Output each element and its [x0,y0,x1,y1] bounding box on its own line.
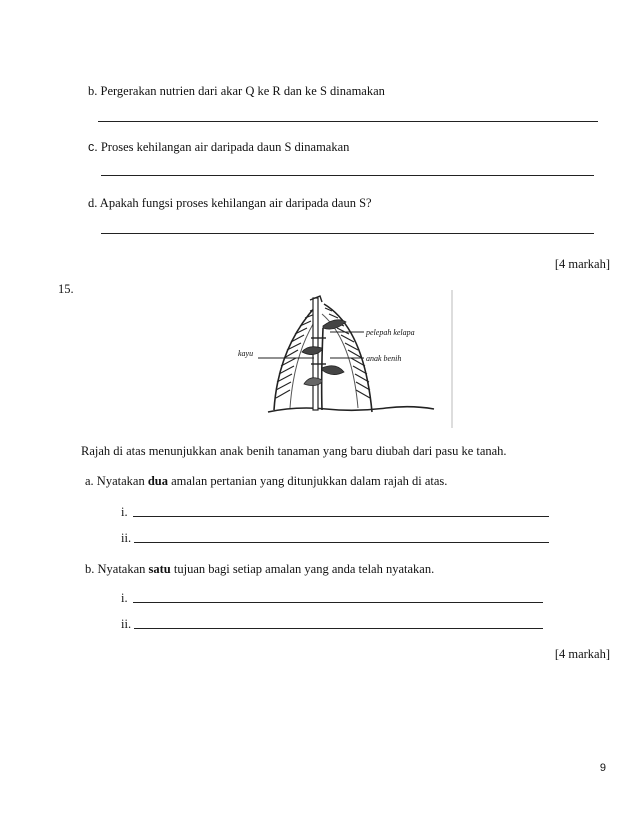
q15a-question [85,474,447,489]
q14c-question [88,140,349,155]
q15b-i-label: i. [121,591,128,605]
seedling-leaf [304,378,322,386]
answer-line-q15a-i[interactable] [133,516,549,517]
q15a-bold: dua [147,474,168,488]
q15b-prefix: b. Nyatakan [85,562,149,576]
q15b-question [85,562,434,577]
q15a-i-label: i. [121,505,128,519]
q15-number: 15. [58,282,74,296]
label-kayu: kayu [238,349,254,358]
q14-marks: [4 markah] [554,257,610,271]
seedling-leaf [323,320,346,329]
q15a-ii-label: ii. [121,531,132,545]
q14b-text: b. Pergerakan nutrien dari akar Q ke R dan ke S dinamakan [88,84,385,98]
seedling-figure [236,288,464,428]
q15a-suffix: amalan pertanian yang ditunjukkan dalam rajah di atas. [167,474,448,488]
q14d-text: d. Apakah fungsi proses kehilangan air daripada daun S? [88,196,372,210]
page-number: 9 [599,762,606,774]
answer-line-q15b-ii[interactable] [134,628,543,629]
q15b-suffix: tujuan bagi setiap amalan yang anda telah nyatakan. [170,562,435,576]
q14c-text: Proses kehilangan air daripada daun S dinamakan [100,140,350,154]
seedling-leaf [302,347,322,355]
q15-marks: [4 markah] [554,647,610,661]
answer-line-q15a-ii[interactable] [134,542,549,543]
answer-line-q14d[interactable] [101,233,594,234]
ground-line [268,407,434,412]
q14c-label: c. [88,140,98,154]
answer-line-q14c[interactable] [101,175,594,176]
answer-line-q14b[interactable] [98,121,598,122]
label-anak-benih: anak benih [366,354,402,363]
answer-line-q15b-i[interactable] [133,602,543,603]
label-pelepah-kelapa: pelepah kelapa [366,328,415,337]
q15-intro: Rajah di atas menunjukkan anak benih tanaman yang baru diubah dari pasu ke tanah. [81,444,507,458]
seedling-leaf [322,366,344,375]
q15b-bold: satu [148,562,171,576]
q15b-ii-label: ii. [121,617,132,631]
q15a-prefix: a. Nyatakan [85,474,148,488]
